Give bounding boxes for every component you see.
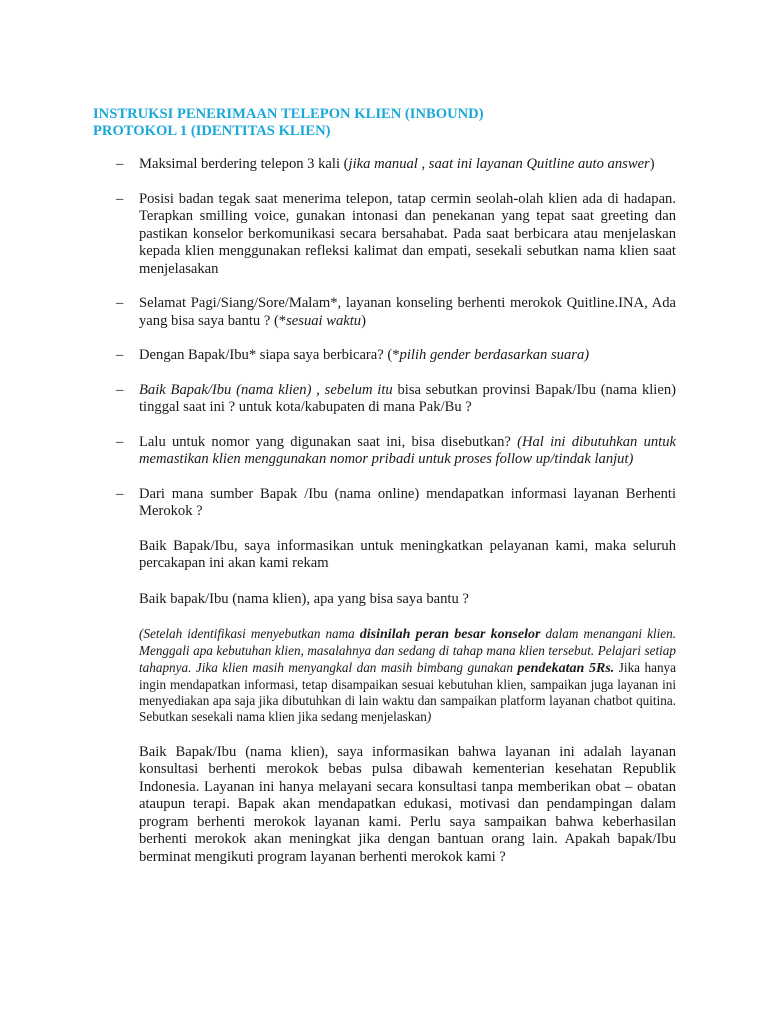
counselor-note [139, 626, 676, 726]
heading-line-1: INSTRUKSI PENERIMAAN TELEPON KLIEN (INBOUND) [93, 106, 484, 122]
dash-bullet: – [116, 295, 124, 311]
item-text: Selamat Pagi/Siang/Sore/Malam*, layanan konseling berhenti merokok Quitline.INA, Ada yang bisa saya bantu ? (* [139, 295, 676, 329]
item-text: Dengan Bapak/Ibu* siapa saya berbicara? (* [139, 347, 400, 363]
note-emphasis: disinilah peran besar konselor [359, 627, 541, 642]
item-italic-text: pilih gender berdasarkan suara) [399, 347, 590, 363]
item-italic-text: jika manual , saat ini layanan Quitline auto answer [348, 156, 650, 172]
item-text: Posisi badan tegak saat menerima telepon, tatap cermin seolah-olah klien ada di hadapan. Terapkan smilling voice, gunakan intonasi dan penekanan yang tepat saat greeting dan pastikan konselor berkomunikasi secara bersahabat. Pada saat berbicara atau menjelaskan kepada klien menggunakan refleksi kalimat dan empati, sesekali sebutkan nama klien saat menjelasakan [139, 190, 676, 277]
dash-bullet: – [116, 381, 124, 398]
list-item [116, 191, 676, 279]
list-item [116, 295, 676, 330]
item-text: Maksimal berdering telepon 3 kali ( [139, 156, 349, 172]
help-question-paragraph: Baik bapak/Ibu (nama klien), apa yang bisa saya bantu ? [139, 590, 469, 607]
item-tail-text: bisa sebutkan provinsi Bapak/Ibu (nama klien) tinggal saat ini ? untuk kota/kabupaten di mana Pak/Bu ? [139, 381, 676, 415]
item-italic-text: sesuai waktu [286, 312, 362, 329]
dash-bullet: – [116, 347, 124, 363]
service-info-paragraph: Baik Bapak/Ibu (nama klien), saya informasikan bahwa layanan ini adalah layanan konsultasi berhenti merokok bebas pulsa dibawah kementerian kesehatan Republik Indonesia. Layanan ini hanya melayani secara konsultasi tanpa memberikan obat – obatan ataupun terapi. Bapak akan mendapatkan edukasi, motivasi dan pendampingan dalam program berhenti merokok layanan kami. Perlu saya sampaikan bahwa keberhasilan berhenti merokok akan meningkat jika dengan bantuan orang lain. Apakah bapak/Ibu berminat mengikuti program layanan berhenti merokok kami ? [139, 743, 676, 865]
note-text: (Setelah identifikasi menyebutkan nama [139, 626, 360, 641]
dash-bullet: – [116, 190, 124, 207]
item-tail-text: ) [649, 156, 655, 172]
item-italic-text: (Hal ini dibutuhkan untuk memastikan klien menggunakan nomor pribadi untuk proses follow up/tindak lanjut) [139, 433, 676, 467]
note-text: Jika hanya ingin mendapatkan informasi, tetap disampaikan sesuai kebutuhan klien, sampaikan juga layanan ini menyediakan apa saja jika dibutuhkan di lain waktu dan sampaikan platform layanan chatbot quitina. Sebutkan sesekali nama klien jika sedang menjelaskan [139, 659, 676, 725]
item-text: Dari mana sumber Bapak /Ibu (nama online) mendapatkan informasi layanan Berhenti Merokok ? [139, 485, 676, 519]
item-tail-text: ) [361, 312, 366, 329]
heading-line-2: PROTOKOL 1 (IDENTITAS KLIEN) [93, 123, 331, 139]
note-text: ) [426, 709, 432, 725]
list-item [116, 347, 676, 365]
list-item [116, 382, 676, 417]
item-italic-text: Baik Bapak/Ibu (nama klien) , sebelum itu [139, 381, 393, 398]
note-emphasis: pendekatan 5Rs. [517, 660, 615, 676]
recording-notice-paragraph: Baik Bapak/Ibu, saya informasikan untuk meningkatkan pelayanan kami, maka seluruh percakapan ini akan kami rekam [139, 537, 676, 571]
document-heading [93, 106, 484, 140]
item-text: Lalu untuk nomor yang digunakan saat ini, bisa disebutkan? [139, 433, 518, 450]
note-text: dalam menangani klien. Menggali apa kebutuhan klien, masalahnya dan sedang di tahap mana klien tersebut. Pelajari setiap tahapnya. Jika klien masih menyangkal dan masih bimbang gunakan [139, 626, 676, 675]
list-item [116, 434, 676, 469]
dash-bullet: – [116, 156, 124, 172]
dash-bullet: – [116, 485, 124, 502]
list-item [116, 486, 676, 521]
instruction-list [116, 156, 676, 866]
list-item [116, 156, 676, 174]
dash-bullet: – [116, 433, 124, 450]
